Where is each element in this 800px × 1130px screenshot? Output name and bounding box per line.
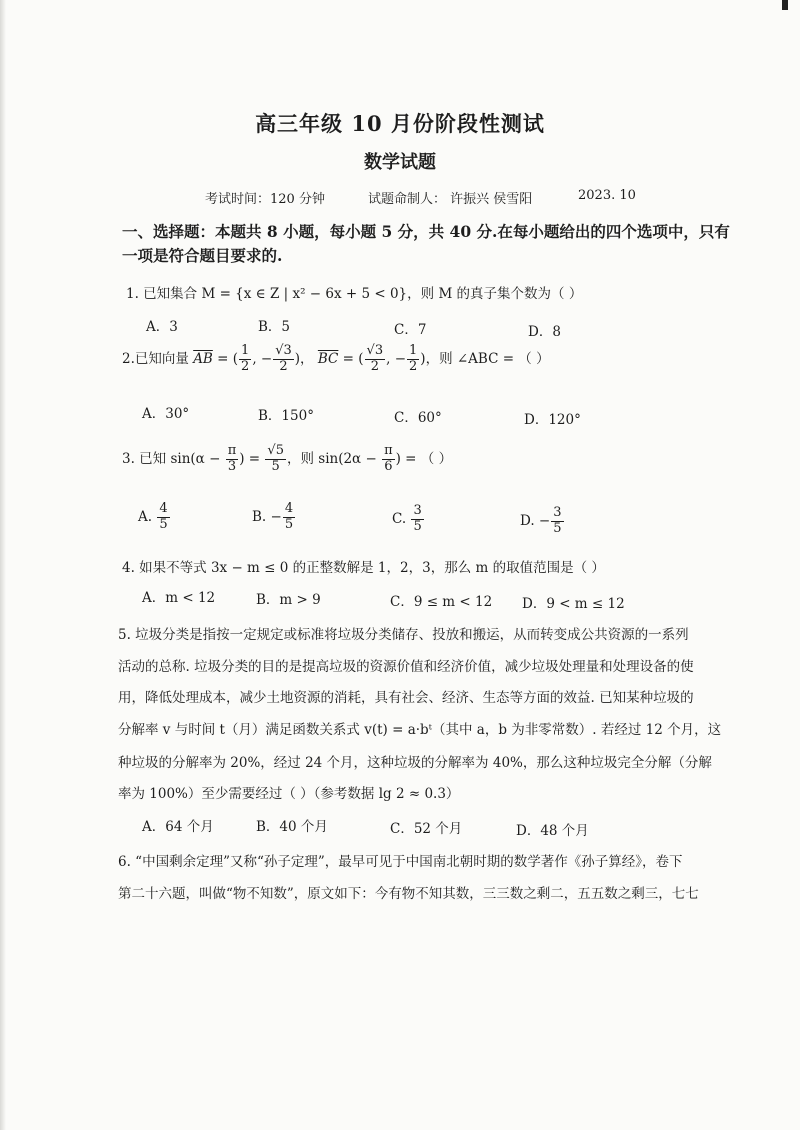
vector-bc: $\overline{BC}$ xyxy=(317,350,339,367)
q5-line: 分解率 v 与时间 t（月）满足函数关系式 v(t) = a·bᵗ（其中 a，b 为非零常数）. 若经过 12 个月，这 xyxy=(118,722,722,738)
q1-option-a: A．3 xyxy=(146,319,178,335)
q5-line: 种垃圾的分解率为 20%，经过 24 个月，这种垃圾的分解率为 40%，那么这种垃圾完全分解（分解 xyxy=(118,755,712,771)
question-3 xyxy=(122,444,452,475)
q2-text: = ( xyxy=(212,350,239,367)
question-2 xyxy=(122,344,550,375)
q3-option-c: C. $\frac{3}{5}$ xyxy=(392,503,422,534)
vector-ab: $\overline{AB}$ xyxy=(193,350,213,367)
q3-text: ) = （ ） xyxy=(395,450,453,467)
fraction: $\frac{\pi}{6}$ xyxy=(384,443,393,474)
q2-option-d: D．120° xyxy=(524,412,581,428)
q5-option-c: C．52 个月 xyxy=(390,821,463,837)
q4-option-a: A．m < 12 xyxy=(142,590,216,606)
q2-text: )，则 ∠ABC = （ ） xyxy=(420,350,550,367)
section-heading-cont: 一项是符合题目要求的. xyxy=(122,246,283,265)
q1-option-b: B．5 xyxy=(258,319,291,335)
q3-text: 3. 已知 sin(α − xyxy=(122,450,225,467)
q2-option-b: B．150° xyxy=(258,408,314,424)
fraction: $\frac{1}{2}$ xyxy=(241,343,250,374)
exam-date: 2023. 10 xyxy=(578,188,636,203)
q5-option-a: A．64 个月 xyxy=(142,819,214,835)
q4-option-c: C．9 ≤ m < 12 xyxy=(390,594,493,610)
question-1: 1. 已知集合 M = {x ∈ Z | x² − 6x + 5 < 0}，则 M 的真子集个数为（ ） xyxy=(126,286,583,302)
q5-line: 率为 100%）至少需要经过（ ）（参考数据 lg 2 ≈ 0.3） xyxy=(118,786,460,802)
fraction: $\frac{√3}{2}$ xyxy=(275,343,292,374)
q2-text: , − xyxy=(386,350,407,367)
q3-option-a: A. $\frac{4}{5}$ xyxy=(138,501,168,532)
q6-line: 6. “中国剩余定理”又称“孙子定理”，最早可见于中国南北朝时期的数学著作《孙子算经》，卷下 xyxy=(118,854,683,870)
q1-option-d: D．8 xyxy=(528,324,561,340)
scan-mark xyxy=(782,0,788,10)
q3-option-b: B. − $\frac{4}{5}$ xyxy=(252,501,294,532)
q2-text: , − xyxy=(252,350,273,367)
q6-line: 第二十六题，叫做“物不知数”，原文如下：今有物不知其数，三三数之剩二，五五数之剩三，七七 xyxy=(118,886,699,902)
q3-text: ，则 sin(2α − xyxy=(286,450,382,467)
q4-option-d: D．9 < m ≤ 12 xyxy=(522,596,625,612)
exam-time: 考试时间：120 分钟 xyxy=(205,192,325,207)
q1-option-c: C．7 xyxy=(394,322,427,338)
q2-text: = ( xyxy=(338,350,364,367)
q3-option-d: D. − $\frac{3}{5}$ xyxy=(520,505,562,536)
q5-line: 用，降低处理成本，减少土地资源的消耗，具有社会、经济、生态等方面的效益. 已知某种垃圾的 xyxy=(118,690,694,706)
q2-text: )， xyxy=(294,350,314,367)
q2-option-c: C．60° xyxy=(394,410,442,426)
q3-text: ) = xyxy=(239,450,265,467)
q2-text: 2.已知向量 xyxy=(122,350,189,367)
exam-authors: 试题命制人： 许振兴 侯雪阳 xyxy=(368,192,533,207)
fraction: $\frac{√3}{2}$ xyxy=(366,343,384,374)
section-heading: 一、选择题：本题共 8 小题，每小题 5 分，共 40 分.在每小题给出的四个选项中，只有 xyxy=(122,222,730,241)
q2-option-a: A．30° xyxy=(142,406,190,422)
exam-subtitle: 数学试题 xyxy=(364,152,436,173)
q5-option-b: B．40 个月 xyxy=(256,819,328,835)
fraction: $\frac{\pi}{3}$ xyxy=(227,443,237,474)
fraction: $\frac{√5}{5}$ xyxy=(267,443,284,474)
q5-option-d: D．48 个月 xyxy=(516,823,589,839)
q5-line: 5. 垃圾分类是指按一定规定或标准将垃圾分类储存、投放和搬运，从而转变成公共资源的一系列 xyxy=(118,627,689,643)
question-4: 4. 如果不等式 3x − m ≤ 0 的正整数解是 1，2，3，那么 m 的取值范围是（ ） xyxy=(122,560,605,576)
exam-title: 高三年级 10 月份阶段性测试 xyxy=(255,111,545,136)
fraction: $\frac{1}{2}$ xyxy=(409,343,418,374)
q4-option-b: B．m > 9 xyxy=(256,592,321,608)
q5-line: 活动的总称. 垃圾分类的目的是提高垃圾的资源价值和经济价值，减少垃圾处理量和处理设备的使 xyxy=(118,659,694,675)
